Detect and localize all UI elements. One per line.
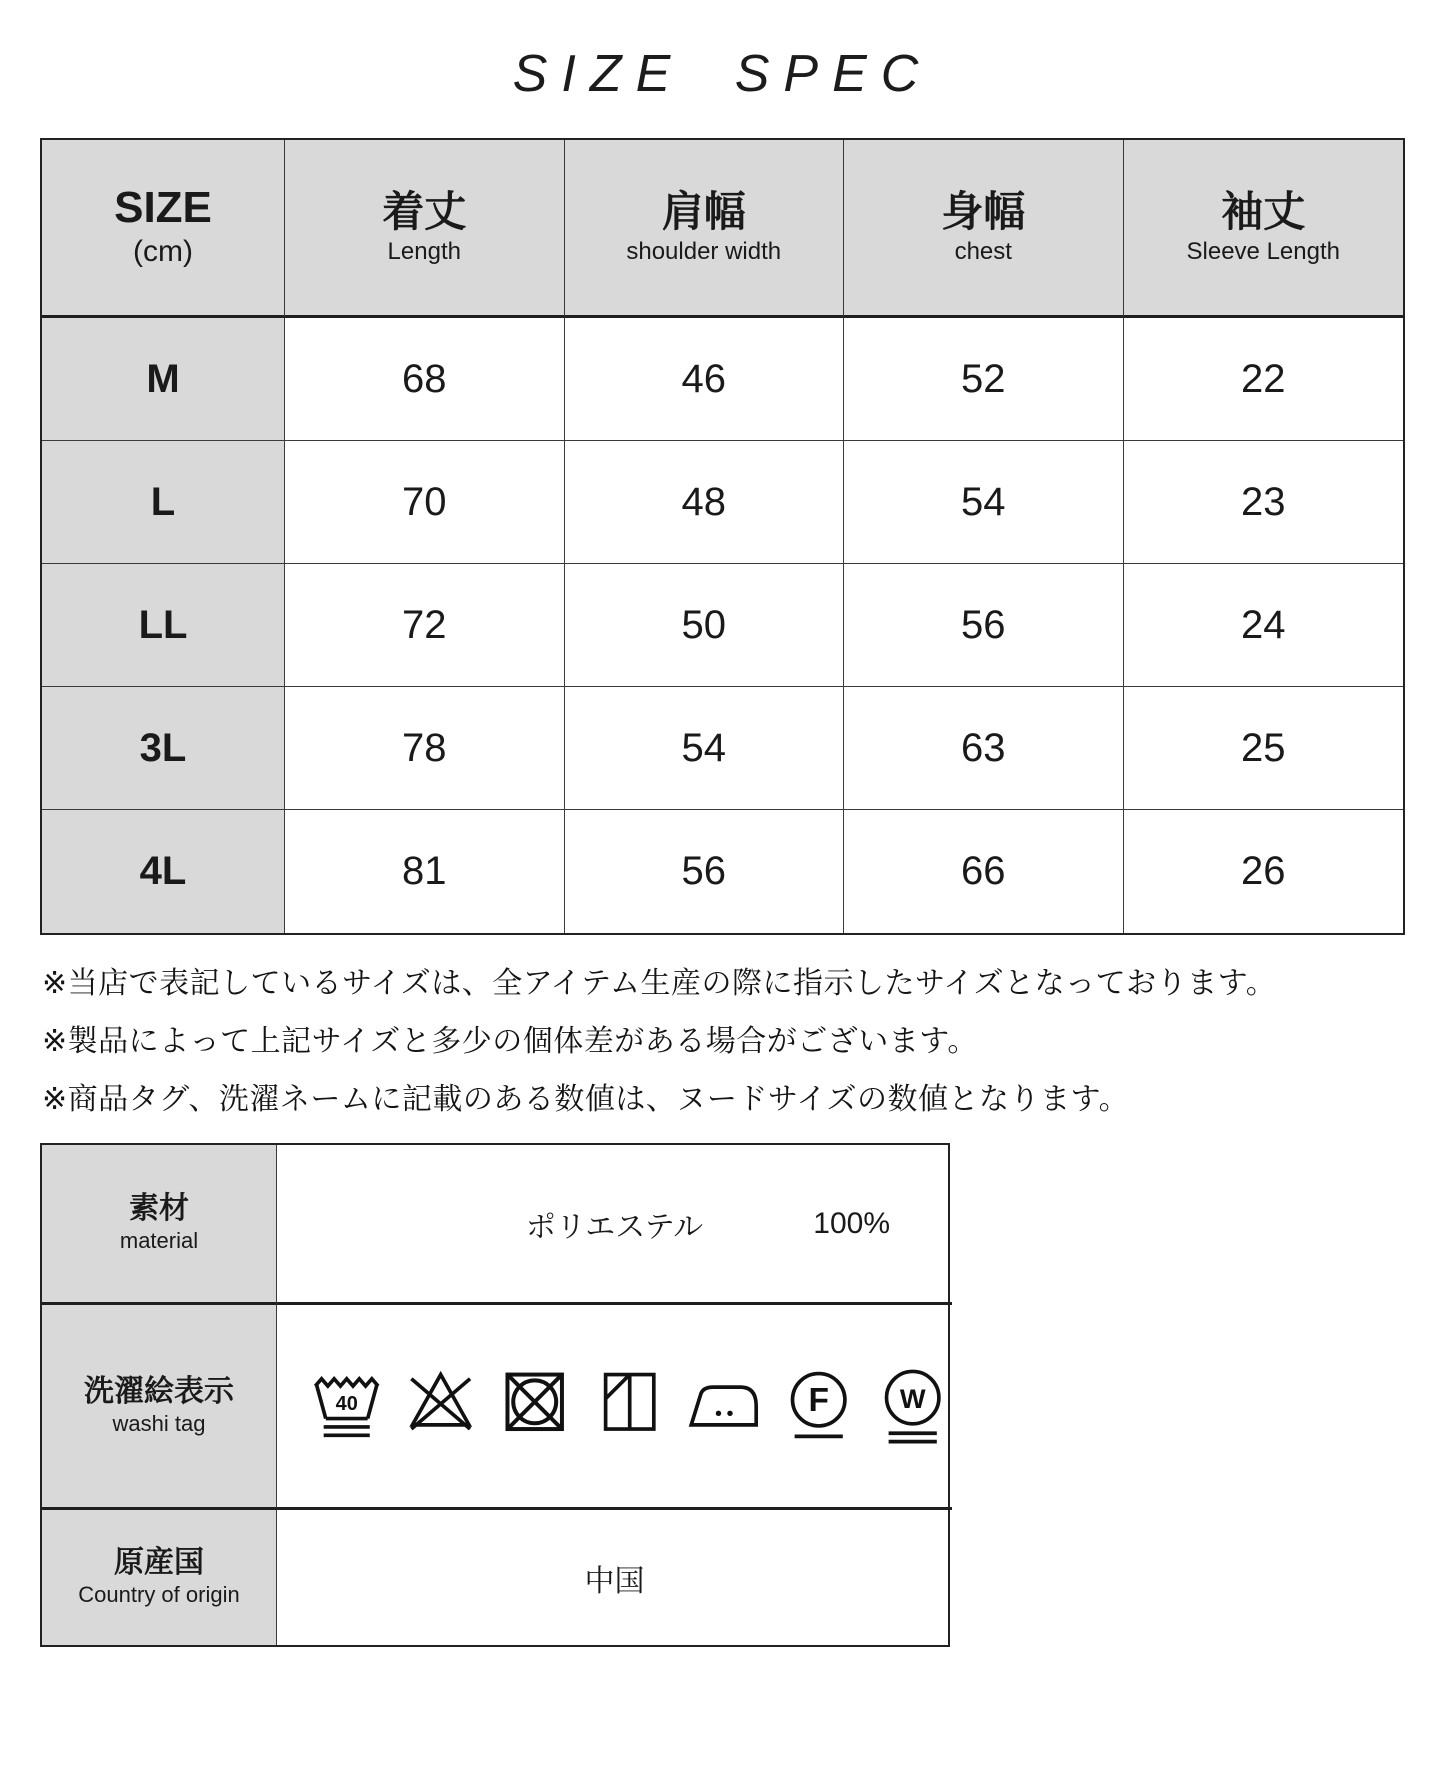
cell-l-chest: 54 [844,441,1124,564]
origin-label-jp: 原産国 [114,1546,204,1580]
do-not-bleach-icon [403,1362,478,1450]
notes-block [42,969,1405,1115]
size-spec-table [40,138,1405,935]
column-header-chest [844,140,1124,318]
care-symbols-cell [277,1305,952,1510]
size-header-unit: (cm) [133,235,193,269]
size-header-cell [42,140,285,318]
wash-40-very-gentle-icon [309,1362,384,1450]
column-header-sleeve-en: Sleeve Length [1186,238,1340,266]
cell-3l-length: 78 [285,687,565,810]
origin-value: 中国 [584,1564,645,1598]
cell-m-sleeve: 22 [1124,318,1404,441]
material-name: ポリエステル [525,1210,704,1244]
column-header-chest-jp: 身幅 [941,187,1026,235]
column-header-shoulder-en: shoulder width [626,238,782,266]
origin-label-cell [42,1510,277,1645]
care-label-jp: 洗濯絵表示 [84,1374,234,1408]
product-info-table [40,1143,950,1647]
cell-ll-chest: 56 [844,564,1124,687]
cell-l-sleeve: 23 [1124,441,1404,564]
cell-3l-chest: 63 [844,687,1124,810]
row-label-ll: LL [42,564,285,687]
size-header-label: SIZE [114,182,212,232]
line-dry-in-shade-icon [592,1362,667,1450]
cell-4l-shoulder: 56 [565,810,845,933]
material-label-jp: 素材 [129,1192,189,1226]
note-line-2: ※製品によって上記サイズと多少の個体差がある場合がございます。 [42,1025,978,1058]
care-label-en: washi tag [112,1410,206,1436]
cell-l-shoulder: 48 [565,441,845,564]
origin-label-en: Country of origin [78,1582,240,1608]
cell-m-length: 68 [285,318,565,441]
column-header-length-jp: 着丈 [382,187,467,235]
row-label-m: M [42,318,285,441]
svg-text:40: 40 [335,1393,358,1416]
material-value-cell [277,1145,952,1305]
cell-ll-length: 72 [285,564,565,687]
wet-clean-very-gentle-icon [875,1362,950,1450]
cell-ll-shoulder: 50 [565,564,845,687]
column-header-shoulder-jp: 肩幅 [661,187,746,235]
row-label-3l: 3L [42,687,285,810]
origin-value-cell [277,1510,952,1645]
column-header-sleeve [1124,140,1404,318]
note-line-1: ※当店で表記しているサイズは、全アイテム生産の際に指示したサイズとなっております。 [42,967,1277,1000]
do-not-tumble-dry-icon [497,1362,572,1450]
dry-clean-f-gentle-icon [781,1362,856,1450]
material-label-en: material [119,1228,199,1254]
column-header-length-en: Length [387,238,461,266]
cell-3l-shoulder: 54 [565,687,845,810]
iron-medium-icon [686,1362,761,1450]
material-percent: 100% [813,1206,890,1240]
svg-text:W: W [899,1383,926,1415]
size-spec-page [0,44,1445,1778]
cell-4l-sleeve: 26 [1241,849,1286,893]
column-header-shoulder [565,140,845,318]
material-label-cell [42,1145,277,1305]
cell-m-chest: 52 [844,318,1124,441]
row-label-4l: 4L [42,810,285,933]
column-header-sleeve-jp: 袖丈 [1221,187,1306,235]
column-header-length [285,140,565,318]
page-title: SIZE SPEC [512,45,933,103]
cell-4l-length: 81 [285,810,565,933]
column-header-chest-en: chest [954,238,1012,266]
cell-m-shoulder: 46 [565,318,845,441]
cell-ll-sleeve: 24 [1124,564,1404,687]
row-label-l: L [42,441,285,564]
care-label-cell [42,1305,277,1510]
cell-3l-sleeve: 25 [1124,687,1404,810]
note-line-3: ※商品タグ、洗濯ネームに記載のある数値は、ヌードサイズの数値となります。 [42,1083,1130,1116]
cell-l-length: 70 [285,441,565,564]
svg-text:F: F [808,1382,829,1420]
cell-4l-chest: 66 [844,810,1124,933]
